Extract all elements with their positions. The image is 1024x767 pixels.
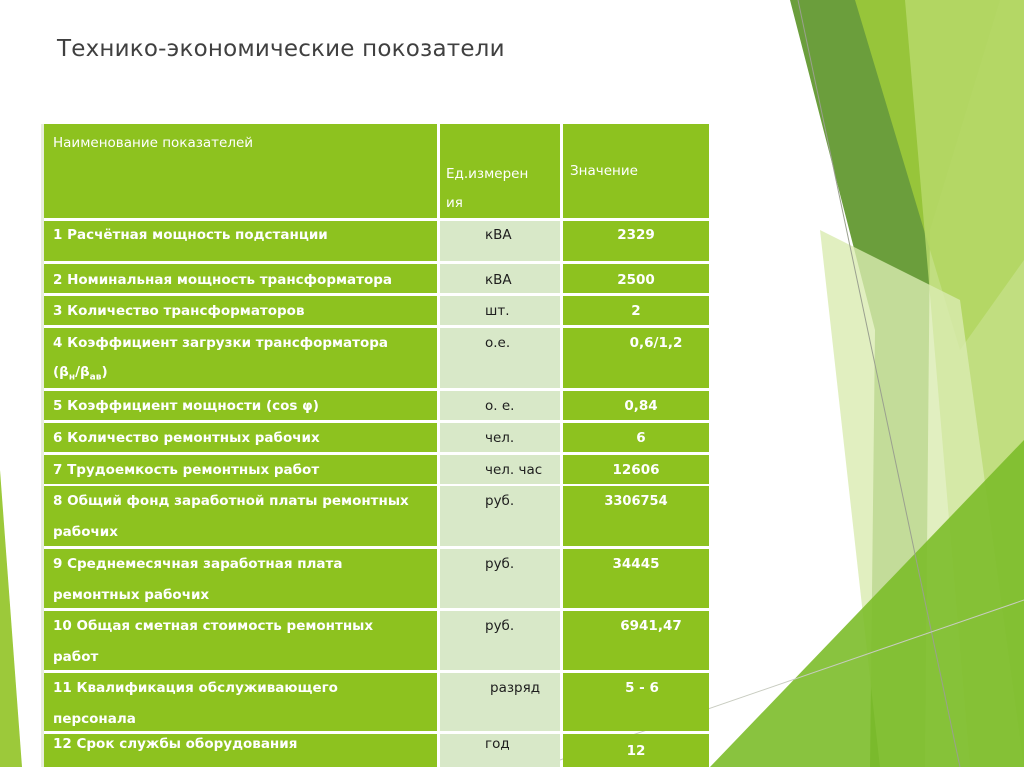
row-value: 12606 bbox=[563, 455, 709, 484]
row-unit: чел. час bbox=[440, 455, 560, 484]
row-unit: о. е. bbox=[440, 391, 560, 420]
row-name bbox=[44, 673, 437, 731]
row-name-line1: 11 Квалификация обслуживающего bbox=[53, 680, 338, 696]
row-value: 5 - 6 bbox=[563, 673, 709, 731]
row-unit: о.е. bbox=[440, 328, 560, 388]
row-name-line2: персонала bbox=[53, 711, 136, 727]
table-row bbox=[41, 296, 709, 325]
table-row bbox=[41, 611, 709, 670]
row-value: 3306754 bbox=[563, 486, 709, 546]
page-title: Технико-экономические покозатели bbox=[57, 36, 505, 62]
row-value: 0,84 bbox=[563, 391, 709, 420]
table-row bbox=[41, 221, 709, 261]
row-value: 6 bbox=[563, 423, 709, 452]
slash: / bbox=[75, 364, 80, 380]
beta-symbol: β bbox=[59, 364, 69, 380]
table-row bbox=[41, 423, 709, 452]
row-unit: кВА bbox=[440, 264, 560, 293]
row-value: 6941,47 bbox=[563, 611, 709, 670]
row-name: 1 Расчётная мощность подстанции bbox=[44, 221, 437, 261]
row-name: 2 Номинальная мощность трансформатора bbox=[44, 264, 437, 293]
table-row bbox=[41, 328, 709, 388]
table-row bbox=[41, 455, 709, 484]
row-name-line1: 10 Общая сметная стоимость ремонтных bbox=[53, 618, 374, 634]
header-name: Наименование показателей bbox=[44, 124, 437, 218]
header-unit-line1: Ед.измерен bbox=[446, 166, 529, 182]
row-name-line2: рабочих bbox=[53, 524, 118, 540]
header-value: Значение bbox=[563, 124, 709, 218]
row-name bbox=[44, 549, 437, 608]
row-unit: разряд bbox=[440, 673, 560, 731]
row-unit: руб. bbox=[440, 549, 560, 608]
table-row bbox=[41, 673, 709, 731]
row-unit: руб. bbox=[440, 611, 560, 670]
row-value: 2500 bbox=[563, 264, 709, 293]
subscript-av: ав bbox=[89, 372, 102, 383]
beta-symbol: β bbox=[80, 364, 90, 380]
header-unit bbox=[440, 124, 560, 218]
row-name: 5 Коэффициент мощности (cos φ) bbox=[44, 391, 437, 420]
row-name-line2: $(\beta_н/\beta_{ав})$ bbox=[53, 364, 108, 383]
row-unit: руб. bbox=[440, 486, 560, 546]
row-name: 6 Количество ремонтных рабочих bbox=[44, 423, 437, 452]
row-value: 2329 bbox=[563, 221, 709, 261]
row-unit: шт. bbox=[440, 296, 560, 325]
row-name: 3 Количество трансформаторов bbox=[44, 296, 437, 325]
row-name-line2: работ bbox=[53, 649, 99, 665]
row-unit: кВА bbox=[440, 221, 560, 261]
row-name bbox=[44, 611, 437, 670]
row-name-line2: ремонтных рабочих bbox=[53, 587, 210, 603]
row-name bbox=[44, 486, 437, 546]
subscript-n: н bbox=[68, 372, 76, 383]
row-name bbox=[44, 328, 437, 388]
row-name-line1: 8 Общий фонд заработной платы ремонтных bbox=[53, 493, 409, 509]
row-value: 0,6/1,2 bbox=[563, 328, 709, 388]
row-value: 12 bbox=[563, 734, 709, 767]
row-name: 12 Срок службы оборудования bbox=[44, 734, 437, 767]
row-unit: чел. bbox=[440, 423, 560, 452]
table-row bbox=[41, 734, 709, 767]
row-name: 7 Трудоемкость ремонтных работ bbox=[44, 455, 437, 484]
row-unit: год bbox=[440, 734, 560, 767]
row-name-line1: 4 Коэффициент загрузки трансформатора bbox=[53, 335, 389, 351]
table-row bbox=[41, 264, 709, 293]
deco-shape-left bbox=[0, 470, 22, 767]
row-value: 2 bbox=[563, 296, 709, 325]
row-value: 34445 bbox=[563, 549, 709, 608]
header-unit-line2: ия bbox=[446, 195, 463, 211]
table-row bbox=[41, 486, 709, 546]
row-name-line1: 9 Среднемесячная заработная плата bbox=[53, 556, 343, 572]
table-header-row bbox=[41, 124, 709, 218]
table-row bbox=[41, 391, 709, 420]
table-row bbox=[41, 549, 709, 608]
